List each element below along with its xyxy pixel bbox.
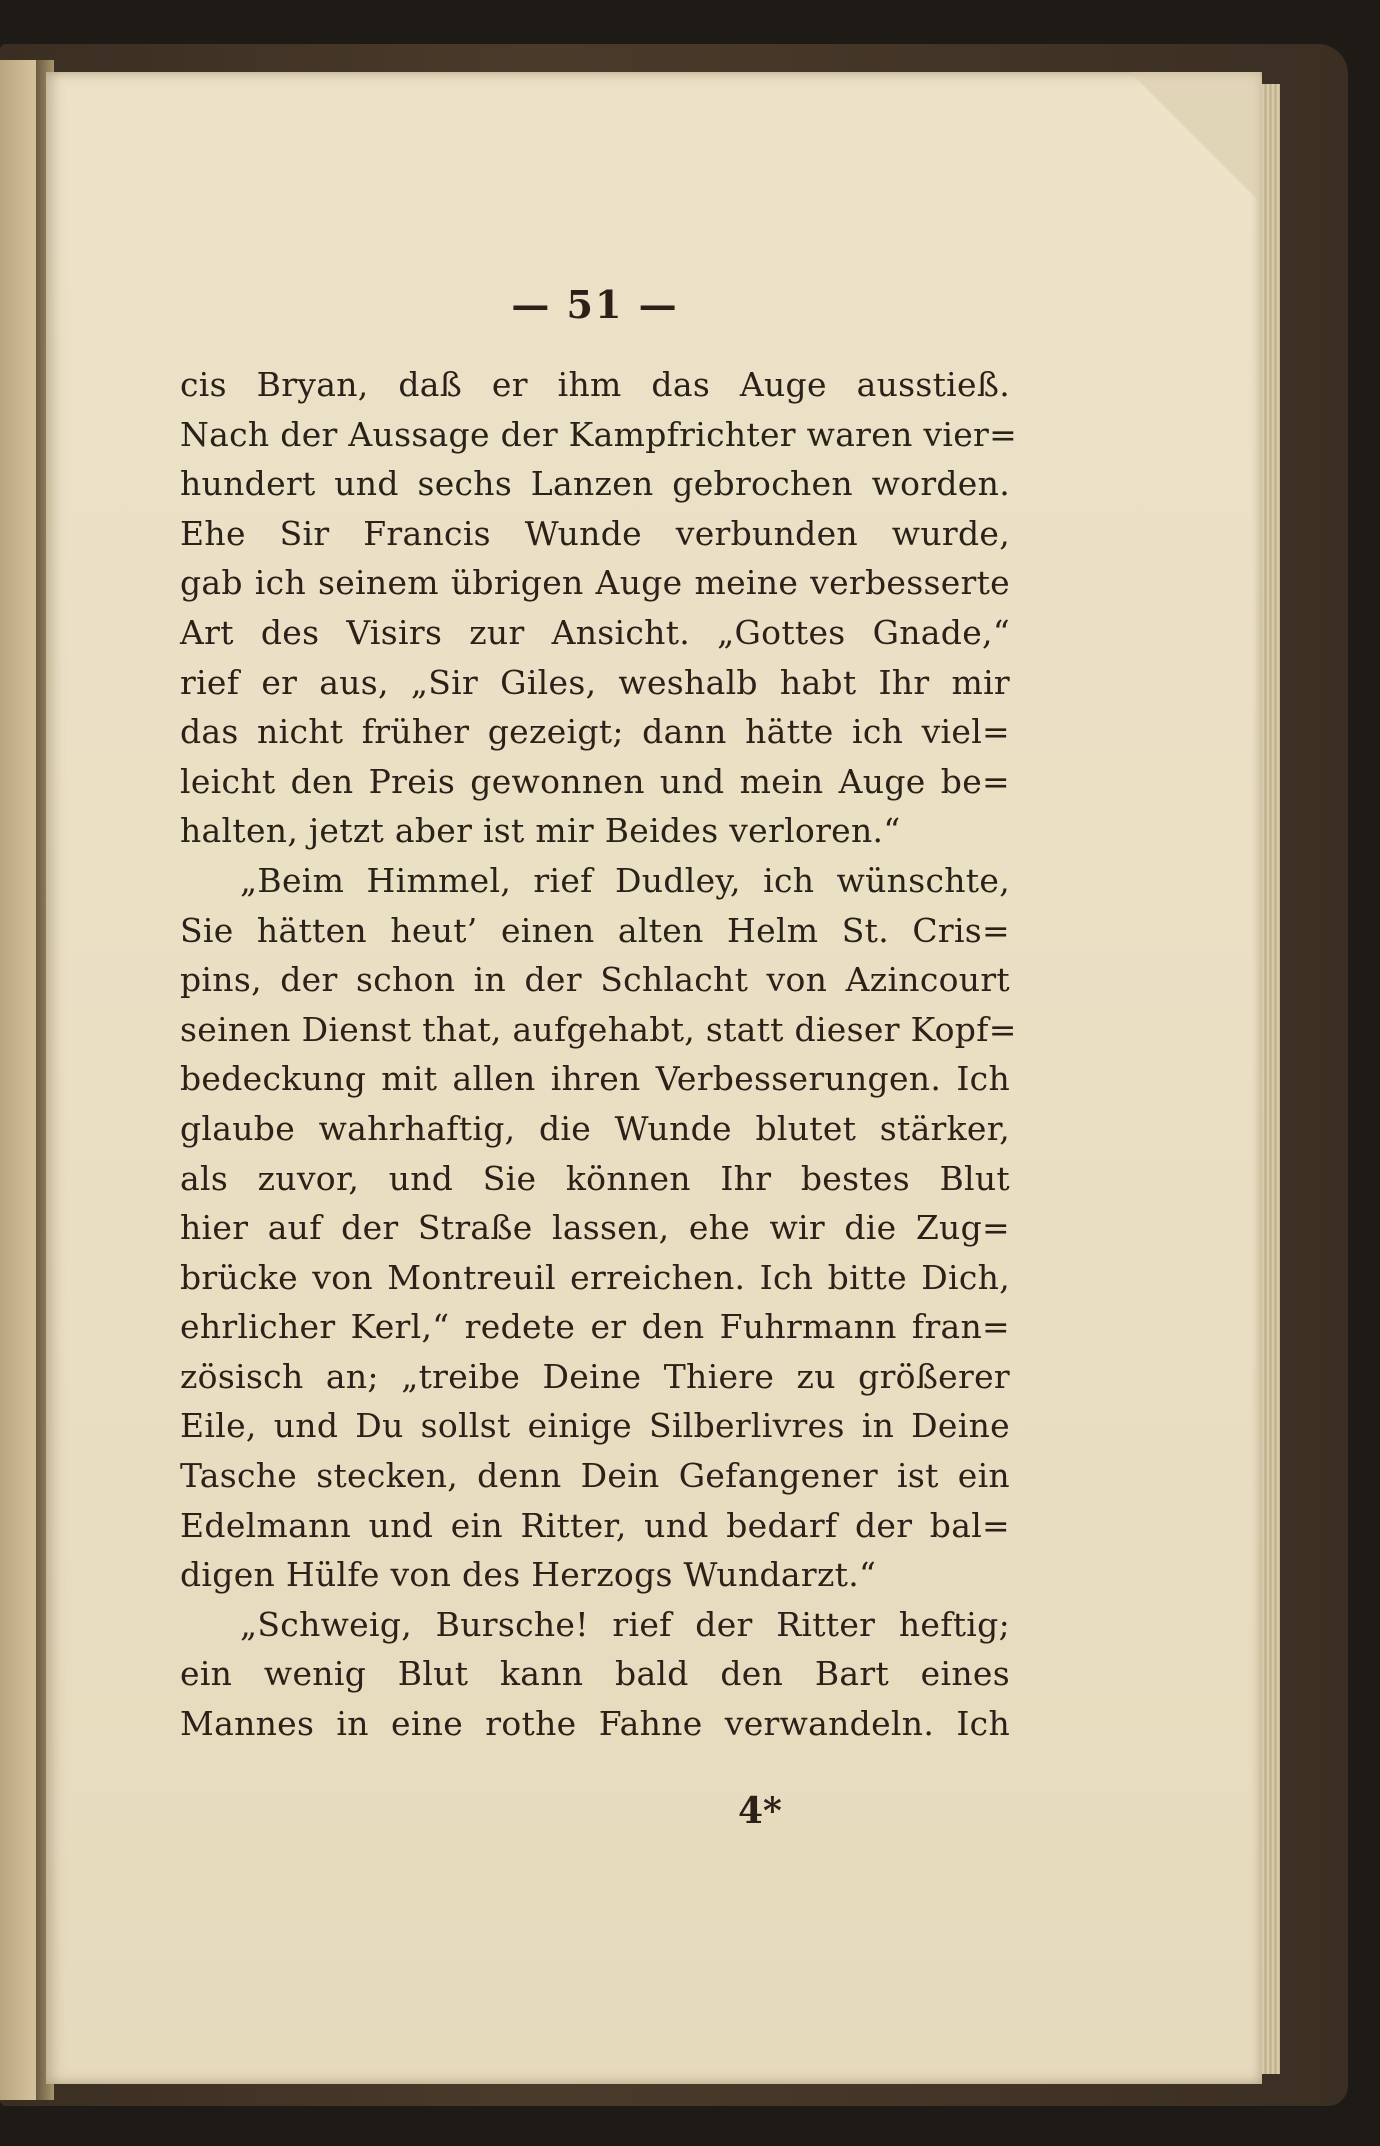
body-text: [180, 360, 1018, 1749]
text-line: digen Hülfe von des Herzogs Wundarzt.“: [180, 1555, 877, 1595]
text-line: seinen Dienst that, aufgehabt, statt dieser Kopf=: [180, 1009, 1017, 1049]
text-line: Ehe Sir Francis Wunde verbunden wurde,: [180, 513, 1010, 553]
text-line: das nicht früher gezeigt; dann hätte ich viel=: [180, 712, 1010, 752]
signature-mark: 4*: [738, 1790, 782, 1832]
text-line: „Schweig, Bursche! rief der Ritter heftig;: [240, 1604, 1010, 1644]
text-line: gab ich seinem übrigen Auge meine verbesserte: [180, 563, 1010, 603]
page-corner-fold: [1130, 72, 1260, 202]
text-line: ein wenig Blut kann bald den Bart eines: [180, 1654, 1010, 1694]
text-line: ehrlicher Kerl,“ redete er den Fuhrmann fran=: [180, 1307, 1010, 1347]
text-line: Art des Visirs zur Ansicht. „Gottes Gnade,“: [180, 612, 1010, 652]
text-line: „Beim Himmel, rief Dudley, ich wünschte,: [240, 860, 1010, 900]
text-line: leicht den Preis gewonnen und mein Auge be=: [180, 761, 1010, 801]
text-line: pins, der schon in der Schlacht von Azincourt: [180, 960, 1010, 1000]
text-line: Mannes in eine rothe Fahne verwandeln. Ich: [180, 1704, 1010, 1744]
text-line: Edelmann und ein Ritter, und bedarf der bal=: [180, 1505, 1010, 1545]
text-line: halten, jetzt aber ist mir Beides verloren.“: [180, 811, 901, 851]
text-line: Eile, und Du sollst einige Silberlivres in Deine: [180, 1406, 1010, 1446]
text-line: cis Bryan, daß er ihm das Auge ausstieß.: [180, 365, 1010, 404]
text-line: als zuvor, und Sie können Ihr bestes Blut: [180, 1158, 1010, 1198]
page-stack-edge: [1262, 84, 1280, 2074]
text-line: Tasche stecken, denn Dein Gefangener ist ein: [180, 1456, 1010, 1496]
text-line: Nach der Aussage der Kampfrichter waren vier=: [180, 414, 1018, 454]
text-line: rief er aus, „Sir Giles, weshalb habt Ihr mir: [180, 662, 1010, 702]
text-line: zösisch an; „treibe Deine Thiere zu größerer: [180, 1356, 1010, 1396]
page-number: — 51 —: [511, 282, 679, 327]
text-line: glaube wahrhaftig, die Wunde blutet stärker,: [180, 1108, 1010, 1148]
text-line: hundert und sechs Lanzen gebrochen worden.: [180, 464, 1010, 504]
text-line: bedeckung mit allen ihren Verbesserungen. Ich: [180, 1059, 1010, 1099]
text-line: brücke von Montreuil erreichen. Ich bitte Dich,: [180, 1257, 1010, 1297]
text-line: Sie hätten heut’ einen alten Helm St. Cris=: [180, 910, 1010, 950]
text-line: hier auf der Straße lassen, ehe wir die Zug=: [180, 1208, 1010, 1248]
